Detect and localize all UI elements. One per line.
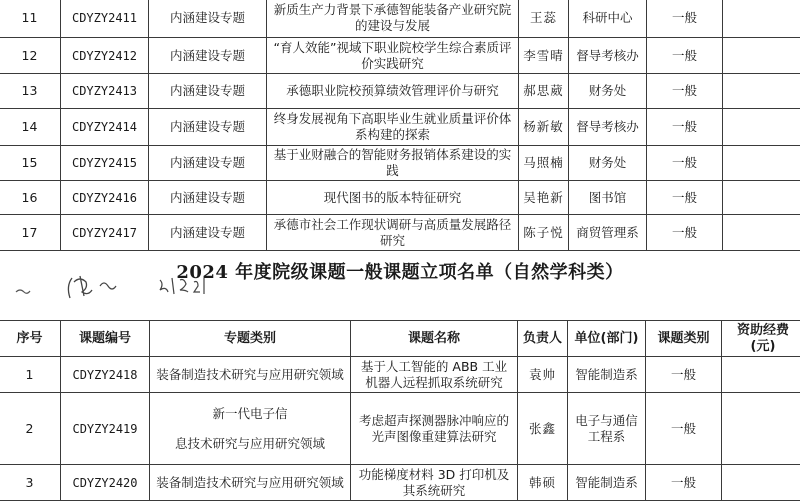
project-funding	[723, 181, 800, 215]
project-code: CDYZY2411	[61, 0, 149, 38]
project-unit: 智能制造系	[568, 357, 646, 393]
project-title: 基于业财融合的智能财务报销体系建设的实践	[267, 146, 519, 181]
project-funding	[723, 74, 800, 109]
table-row	[0, 146, 800, 181]
project-leader: 郝思葳	[519, 74, 569, 109]
project-category: 内涵建设专题	[149, 109, 267, 146]
project-funding	[723, 38, 800, 74]
project-leader: 张鑫	[518, 393, 568, 465]
project-title: 现代图书的版本特征研究	[267, 181, 519, 215]
project-level: 一般	[647, 74, 723, 109]
project-title: 功能梯度材料 3D 打印机及其系统研究	[351, 465, 518, 501]
project-funding	[723, 215, 800, 251]
header-title: 课题名称	[351, 321, 518, 357]
project-leader: 杨新敏	[519, 109, 569, 146]
header-code: 课题编号	[61, 321, 150, 357]
table-header-row	[0, 321, 800, 357]
project-funding	[723, 109, 800, 146]
row-number: 12	[0, 38, 61, 74]
project-category: 内涵建设专题	[149, 74, 267, 109]
project-code: CDYZY2420	[61, 465, 150, 501]
project-title: 承德职业院校预算绩效管理评价与研究	[267, 74, 519, 109]
bottom-project-table	[0, 320, 800, 501]
project-leader: 马照楠	[519, 146, 569, 181]
project-unit: 图书馆	[569, 181, 647, 215]
project-leader: 韩硕	[518, 465, 568, 501]
project-code: CDYZY2413	[61, 74, 149, 109]
row-number: 15	[0, 146, 61, 181]
project-unit: 督导考核办	[569, 38, 647, 74]
header-funding	[722, 321, 800, 357]
project-unit: 电子与通信工程系	[568, 393, 646, 465]
project-level: 一般	[646, 357, 722, 393]
project-leader: 吴艳新	[519, 181, 569, 215]
header-funding-line1: 资助经费	[737, 323, 789, 338]
header-unit: 单位(部门)	[568, 321, 646, 357]
project-title: 考虑超声探测器脉冲响应的光声图像重建算法研究	[351, 393, 518, 465]
project-level: 一般	[647, 181, 723, 215]
project-level: 一般	[647, 215, 723, 251]
project-title: 承德市社会工作现状调研与高质量发展路径研究	[267, 215, 519, 251]
project-funding	[722, 465, 800, 501]
project-category-line2: 息技术研究与应用研究领域	[154, 436, 346, 452]
project-level: 一般	[646, 393, 722, 465]
row-number: 11	[0, 0, 61, 38]
project-level: 一般	[647, 0, 723, 38]
project-funding	[722, 393, 800, 465]
project-code: CDYZY2415	[61, 146, 149, 181]
project-title: 新质生产力背景下承德智能装备产业研究院的建设与发展	[267, 0, 519, 38]
project-code: CDYZY2416	[61, 181, 149, 215]
row-number: 2	[0, 393, 61, 465]
project-level: 一般	[647, 146, 723, 181]
project-level: 一般	[647, 38, 723, 74]
project-level: 一般	[647, 109, 723, 146]
table-row	[0, 465, 800, 501]
header-funding-line2: (元)	[751, 339, 776, 354]
row-number: 17	[0, 215, 61, 251]
table-row	[0, 74, 800, 109]
project-unit: 商贸管理系	[569, 215, 647, 251]
project-code: CDYZY2412	[61, 38, 149, 74]
header-no: 序号	[0, 321, 61, 357]
table-row	[0, 0, 800, 38]
handwritten-signature	[10, 268, 240, 304]
project-code: CDYZY2419	[61, 393, 150, 465]
project-category: 内涵建设专题	[149, 38, 267, 74]
project-unit: 智能制造系	[568, 465, 646, 501]
table-row	[0, 393, 800, 465]
table-row	[0, 181, 800, 215]
project-unit: 财务处	[569, 146, 647, 181]
project-unit: 科研中心	[569, 0, 647, 38]
project-code: CDYZY2417	[61, 215, 149, 251]
row-number: 16	[0, 181, 61, 215]
table-row	[0, 109, 800, 146]
project-leader: 袁帅	[518, 357, 568, 393]
project-leader: 李雪晴	[519, 38, 569, 74]
project-category: 内涵建设专题	[149, 146, 267, 181]
project-title: “育人效能”视域下职业院校学生综合素质评价实践研究	[267, 38, 519, 74]
project-leader: 陈子悦	[519, 215, 569, 251]
project-funding	[722, 357, 800, 393]
project-category-line1: 新一代电子信	[154, 406, 346, 422]
project-title: 基于人工智能的 ABB 工业机器人远程抓取系统研究	[351, 357, 518, 393]
header-level: 课题类别	[646, 321, 722, 357]
project-unit: 财务处	[569, 74, 647, 109]
project-category	[150, 393, 351, 465]
row-number: 1	[0, 357, 61, 393]
project-code: CDYZY2418	[61, 357, 150, 393]
project-funding	[723, 0, 800, 38]
project-funding	[723, 146, 800, 181]
project-category: 内涵建设专题	[149, 181, 267, 215]
project-title: 终身发展视角下高职毕业生就业质量评价体系构建的探索	[267, 109, 519, 146]
row-number: 13	[0, 74, 61, 109]
section-title: 2024 年度院级课题一般课题立项名单（自然学科类）	[0, 258, 800, 284]
project-category: 装备制造技术研究与应用研究领域	[150, 357, 351, 393]
row-number: 3	[0, 465, 61, 501]
project-category: 内涵建设专题	[149, 0, 267, 38]
project-unit: 督导考核办	[569, 109, 647, 146]
header-category: 专题类别	[150, 321, 351, 357]
project-category: 内涵建设专题	[149, 215, 267, 251]
table-row	[0, 38, 800, 74]
table-row	[0, 357, 800, 393]
project-code: CDYZY2414	[61, 109, 149, 146]
project-leader: 王蕊	[519, 0, 569, 38]
table-row	[0, 215, 800, 251]
row-number: 14	[0, 109, 61, 146]
project-category: 装备制造技术研究与应用研究领域	[150, 465, 351, 501]
header-leader: 负责人	[518, 321, 568, 357]
project-level: 一般	[646, 465, 722, 501]
